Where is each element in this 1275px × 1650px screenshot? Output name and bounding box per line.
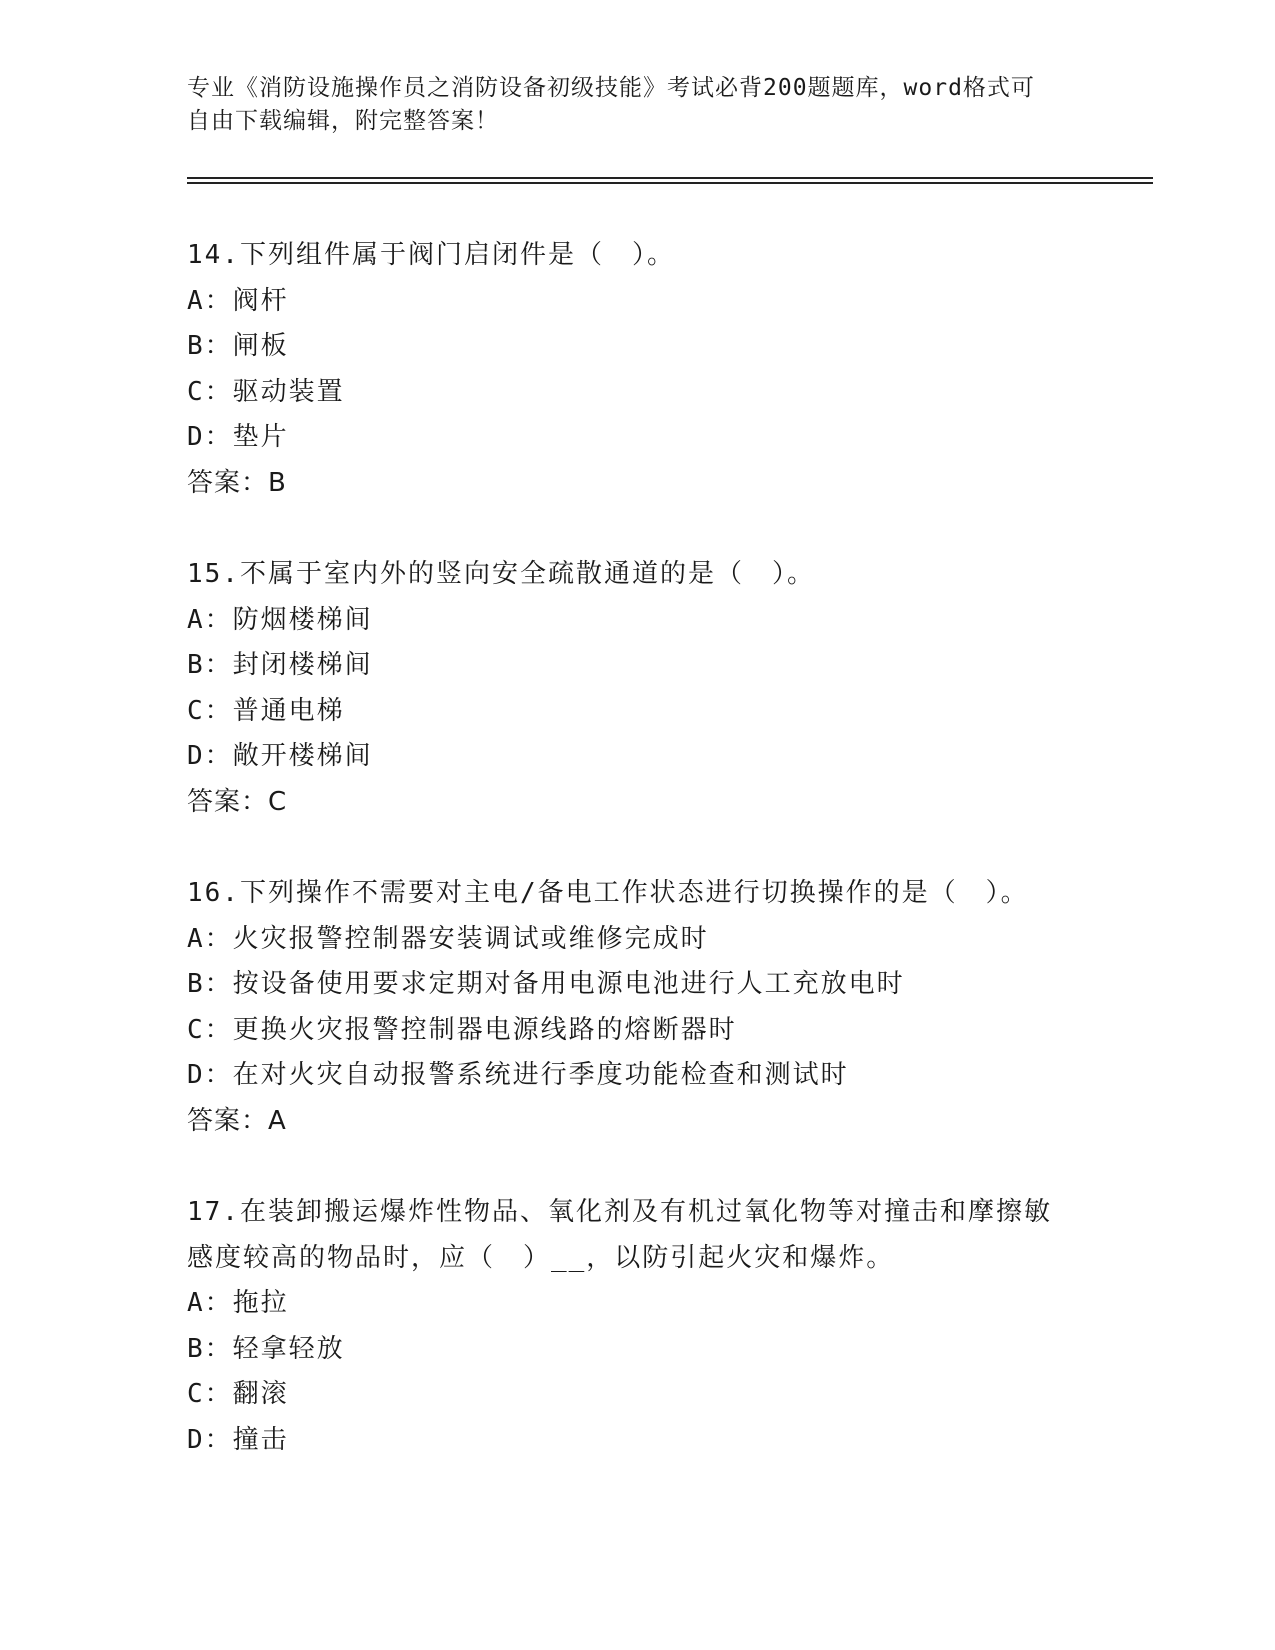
option-d: D：垫片 xyxy=(187,422,289,452)
option-b: B：按设备使用要求定期对备用电源电池进行人工充放电时 xyxy=(187,969,905,999)
question-stem-line-2: 感度较高的物品时，应（ ）__，以防引起火灾和爆炸。 xyxy=(187,1242,895,1273)
option-a: A：防烟楼梯间 xyxy=(187,604,373,635)
option-b: B：闸板 xyxy=(187,331,289,361)
option-d: D：在对火灾自动报警系统进行季度功能检查和测试时 xyxy=(187,1060,849,1090)
question-stem-line-1: 17.在装卸搬运爆炸性物品、氧化剂及有机过氧化物等对撞击和摩擦敏 xyxy=(187,1197,1052,1227)
question-15 xyxy=(187,552,1127,825)
answer-line: 答案：B xyxy=(187,467,287,498)
question-stem: 14.下列组件属于阀门启闭件是（ ）。 xyxy=(187,240,675,270)
question-16 xyxy=(187,871,1127,1144)
option-c: C：普通电梯 xyxy=(187,695,345,726)
option-d: D：撞击 xyxy=(187,1424,289,1455)
option-a: A：火灾报警控制器安装调试或维修完成时 xyxy=(187,923,709,954)
question-stem: 15.不属于室内外的竖向安全疏散通道的是（ ）。 xyxy=(187,559,815,589)
option-d: D：敞开楼梯间 xyxy=(187,741,373,771)
answer-line: 答案：A xyxy=(187,1105,287,1136)
header-line-2: 自由下载编辑，附完整答案！ xyxy=(187,108,499,134)
option-a: A：阀杆 xyxy=(187,285,289,316)
question-stem: 16.下列操作不需要对主电/备电工作状态进行切换操作的是（ ）。 xyxy=(187,878,1029,908)
option-b: B：轻拿轻放 xyxy=(187,1333,345,1364)
answer-line: 答案：C xyxy=(187,786,288,817)
option-c: C：驱动装置 xyxy=(187,376,345,407)
header-line-1: 专业《消防设施操作员之消防设备初级技能》考试必背200题题库，word格式可 xyxy=(187,75,1035,101)
header-divider-bottom xyxy=(187,182,1153,184)
option-a: A：拖拉 xyxy=(187,1288,289,1318)
option-c: C：更换火灾报警控制器电源线路的熔断器时 xyxy=(187,1014,737,1045)
header-divider-top xyxy=(187,177,1153,179)
question-17 xyxy=(187,1190,1127,1463)
question-14 xyxy=(187,233,1127,506)
option-c: C：翻滚 xyxy=(187,1379,289,1409)
option-b: B：封闭楼梯间 xyxy=(187,650,373,680)
document-header xyxy=(187,72,1087,138)
